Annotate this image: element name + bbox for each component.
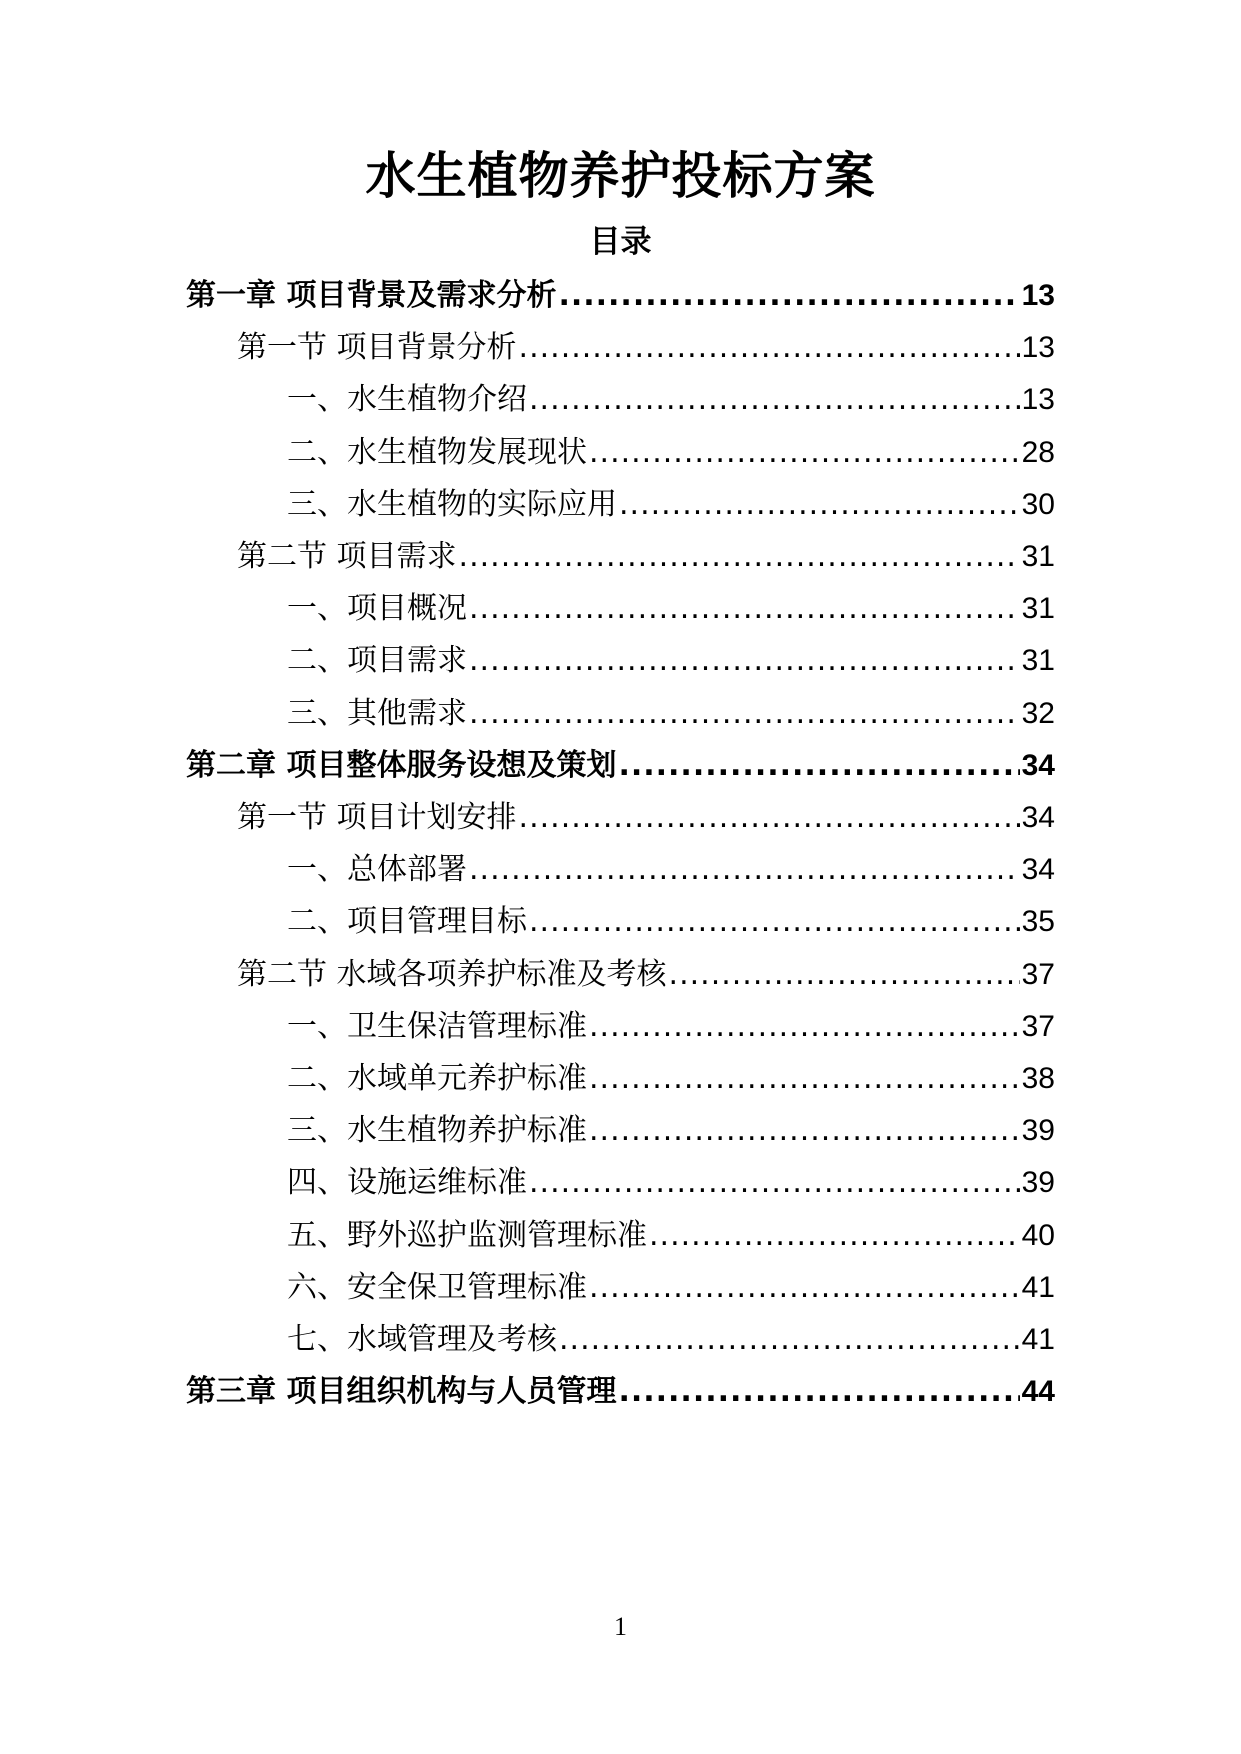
toc-entry-page: 41 — [1021, 1270, 1055, 1304]
toc-entry-label: 一、卫生保洁管理标准 — [287, 1008, 587, 1044]
toc-entry[interactable] — [287, 362, 1055, 420]
toc-entry-page: 34 — [1021, 801, 1055, 834]
toc-heading: 目录 — [589, 224, 652, 260]
toc-entry-label: 第二章 项目整体服务设想及策划 — [186, 747, 617, 783]
toc-entry-label: 二、水域单元养护标准 — [287, 1061, 587, 1096]
toc-entry-label: 第二节 项目需求 — [237, 539, 457, 574]
toc-entry[interactable] — [287, 415, 1055, 473]
toc-entry[interactable] — [287, 1145, 1055, 1203]
toc-entry[interactable] — [287, 571, 1055, 629]
toc-entry-label: 第三章 项目组织机构与人员管理 — [186, 1374, 617, 1410]
toc-entry[interactable] — [186, 1354, 1055, 1412]
toc-entry-label: 一、水生植物介绍 — [287, 382, 527, 418]
toc-entry-page: 31 — [1021, 644, 1055, 678]
toc-entry-page: 40 — [1021, 1218, 1055, 1252]
toc-entry-page: 28 — [1021, 435, 1055, 469]
toc-entry-page: 34 — [1021, 748, 1055, 782]
toc-entry-page: 35 — [1021, 905, 1055, 939]
toc-entry[interactable] — [287, 676, 1055, 734]
toc-entry[interactable] — [237, 937, 1055, 995]
toc-entry-label: 第二节 水域各项养护标准及考核 — [237, 956, 667, 992]
toc-entry[interactable] — [287, 832, 1055, 890]
toc-entry-label: 三、其他需求 — [287, 695, 467, 731]
toc-entry[interactable] — [287, 1250, 1055, 1308]
toc-entry-label: 四、设施运维标准 — [287, 1165, 527, 1201]
toc-entry[interactable] — [287, 623, 1055, 681]
toc-entry-label: 二、项目管理目标 — [287, 904, 527, 940]
toc-entry[interactable] — [186, 258, 1055, 316]
toc-entry-label: 三、水生植物的实际应用 — [287, 486, 617, 522]
toc-entry-label: 五、野外巡护监测管理标准 — [287, 1217, 647, 1253]
toc-entry-label: 第一节 项目计划安排 — [237, 800, 517, 835]
toc-entry-label: 一、项目概况 — [287, 591, 467, 627]
page-number: 1 — [614, 1612, 627, 1641]
toc-entry-page: 39 — [1021, 1166, 1055, 1200]
toc-entry-page: 13 — [1021, 383, 1055, 417]
toc-entry-page: 30 — [1021, 487, 1055, 521]
toc-entry-page: 39 — [1021, 1114, 1055, 1148]
document-title: 水生植物养护投标方案 — [365, 147, 876, 205]
toc-entry-page: 37 — [1021, 1009, 1055, 1043]
toc-entry[interactable] — [287, 1302, 1055, 1360]
toc-entry-page: 32 — [1021, 696, 1055, 730]
toc-entry-label: 第一章 项目背景及需求分析 — [186, 278, 557, 313]
toc-entry-page: 13 — [1021, 279, 1055, 312]
toc-entry-page: 34 — [1021, 853, 1055, 887]
toc-entry[interactable] — [237, 310, 1055, 368]
toc-entry[interactable] — [237, 519, 1055, 577]
toc-entry[interactable] — [186, 728, 1055, 786]
toc-entry-label: 二、项目需求 — [287, 643, 467, 679]
toc-entry-label: 一、总体部署 — [287, 852, 467, 888]
toc-entry-label: 二、水生植物发展现状 — [287, 434, 587, 470]
toc-entry-page: 38 — [1021, 1062, 1055, 1095]
toc-entry-label: 第一节 项目背景分析 — [237, 330, 517, 366]
toc-entry-page: 31 — [1021, 592, 1055, 626]
toc-entry[interactable] — [237, 780, 1055, 838]
toc-entry[interactable] — [287, 989, 1055, 1047]
toc-entry[interactable] — [287, 467, 1055, 525]
toc-entry[interactable] — [287, 1041, 1055, 1099]
toc-leader-dots — [618, 1372, 1019, 1412]
toc-entry[interactable] — [287, 884, 1055, 942]
toc-entry-page: 41 — [1021, 1323, 1055, 1356]
toc-entry-label: 三、水生植物养护标准 — [287, 1113, 587, 1149]
toc-entry-page: 37 — [1021, 957, 1055, 991]
toc-entry-label: 七、水域管理及考核 — [287, 1322, 557, 1357]
toc-entry[interactable] — [287, 1093, 1055, 1151]
toc-entry-page: 44 — [1021, 1375, 1055, 1409]
toc-entry-page: 13 — [1021, 331, 1055, 365]
toc-entry-label: 六、安全保卫管理标准 — [287, 1269, 587, 1305]
toc-entry-page: 31 — [1021, 540, 1055, 573]
toc-entry[interactable] — [287, 1198, 1055, 1256]
